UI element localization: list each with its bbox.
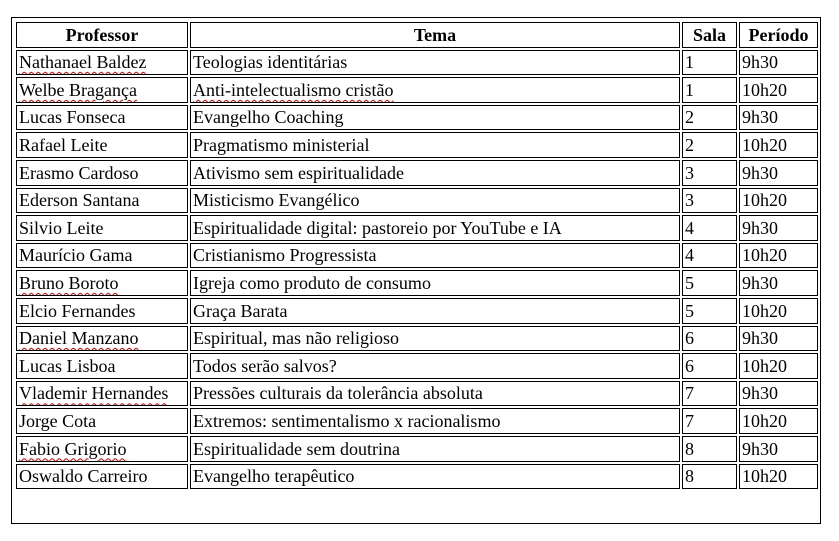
cell-professor-text: Daniel Manzano	[19, 328, 139, 349]
cell-professor[interactable]: Silvio Leite	[16, 215, 188, 241]
table-row	[16, 50, 818, 76]
cell-periodo[interactable]: 9h30	[739, 105, 818, 131]
table-row	[16, 436, 818, 462]
cell-professor[interactable]	[16, 436, 188, 462]
cell-sala[interactable]: 1	[682, 50, 737, 76]
cell-periodo[interactable]: 9h30	[739, 270, 818, 296]
table-row	[16, 381, 818, 407]
header-periodo[interactable]: Período	[739, 22, 818, 48]
cell-tema[interactable]: Evangelho terapêutico	[190, 464, 680, 490]
cell-professor[interactable]	[16, 381, 188, 407]
cell-sala[interactable]: 6	[682, 326, 737, 352]
cell-periodo[interactable]: 10h20	[739, 298, 818, 324]
cell-periodo[interactable]: 10h20	[739, 77, 818, 103]
table-row	[16, 105, 818, 131]
cell-tema-text: Anti-intelectualismo cristão	[193, 79, 394, 100]
cell-tema[interactable]: Igreja como produto de consumo	[190, 270, 680, 296]
cell-tema[interactable]: Espiritualidade digital: pastoreio por YouTube e IA	[190, 215, 680, 241]
cell-sala[interactable]: 4	[682, 243, 737, 269]
cell-professor[interactable]: Maurício Gama	[16, 243, 188, 269]
table-row	[16, 298, 818, 324]
header-row	[16, 22, 818, 48]
cell-professor[interactable]	[16, 326, 188, 352]
table-row	[16, 77, 818, 103]
cell-professor[interactable]: Ederson Santana	[16, 188, 188, 214]
cell-professor[interactable]: Lucas Lisboa	[16, 353, 188, 379]
cell-periodo[interactable]: 9h30	[739, 381, 818, 407]
cell-professor[interactable]: Elcio Fernandes	[16, 298, 188, 324]
cell-periodo[interactable]: 10h20	[739, 464, 818, 490]
cell-sala[interactable]: 7	[682, 408, 737, 434]
cell-tema[interactable]: Todos serão salvos?	[190, 353, 680, 379]
cell-tema[interactable]: Extremos: sentimentalismo x racionalismo	[190, 408, 680, 434]
table-row	[16, 353, 818, 379]
cell-sala[interactable]: 6	[682, 353, 737, 379]
cell-professor[interactable]: Erasmo Cardoso	[16, 160, 188, 186]
cell-professor[interactable]: Rafael Leite	[16, 132, 188, 158]
cell-tema[interactable]: Cristianismo Progressista	[190, 243, 680, 269]
header-professor[interactable]: Professor	[16, 22, 188, 48]
cell-professor[interactable]	[16, 77, 188, 103]
table-row	[16, 215, 818, 241]
cell-periodo[interactable]: 9h30	[739, 215, 818, 241]
cell-periodo[interactable]: 9h30	[739, 160, 818, 186]
cell-periodo[interactable]: 10h20	[739, 408, 818, 434]
table-row	[16, 408, 818, 434]
cell-tema[interactable]: Misticismo Evangélico	[190, 188, 680, 214]
cell-tema[interactable]: Pressões culturais da tolerância absoluta	[190, 381, 680, 407]
cell-professor[interactable]	[16, 270, 188, 296]
cell-sala[interactable]: 2	[682, 132, 737, 158]
cell-tema[interactable]: Graça Barata	[190, 298, 680, 324]
cell-professor[interactable]: Lucas Fonseca	[16, 105, 188, 131]
cell-periodo[interactable]: 10h20	[739, 132, 818, 158]
cell-professor-text: Welbe Bragança	[19, 79, 137, 100]
cell-sala[interactable]: 5	[682, 270, 737, 296]
table-row	[16, 160, 818, 186]
cell-professor[interactable]	[16, 50, 188, 76]
table-row	[16, 464, 818, 490]
cell-professor[interactable]: Jorge Cota	[16, 408, 188, 434]
table-row	[16, 188, 818, 214]
cell-tema[interactable]: Pragmatismo ministerial	[190, 132, 680, 158]
header-sala[interactable]: Sala	[682, 22, 737, 48]
header-tema[interactable]: Tema	[190, 22, 680, 48]
cell-sala[interactable]: 3	[682, 188, 737, 214]
cell-tema[interactable]: Teologias identitárias	[190, 50, 680, 76]
schedule-table	[14, 20, 820, 491]
cell-sala[interactable]: 2	[682, 105, 737, 131]
table-row	[16, 326, 818, 352]
cell-periodo[interactable]: 9h30	[739, 50, 818, 76]
cell-sala[interactable]: 8	[682, 436, 737, 462]
cell-sala[interactable]: 1	[682, 77, 737, 103]
cell-professor-text: Nathanael Baldez	[19, 52, 147, 73]
table-row	[16, 270, 818, 296]
cell-tema[interactable]	[190, 77, 680, 103]
cell-sala[interactable]: 7	[682, 381, 737, 407]
cell-periodo[interactable]: 10h20	[739, 188, 818, 214]
cell-periodo[interactable]: 10h20	[739, 243, 818, 269]
cell-tema[interactable]: Espiritual, mas não religioso	[190, 326, 680, 352]
cell-tema[interactable]: Evangelho Coaching	[190, 105, 680, 131]
cell-tema[interactable]: Espiritualidade sem doutrina	[190, 436, 680, 462]
cell-sala[interactable]: 4	[682, 215, 737, 241]
cell-periodo[interactable]: 10h20	[739, 353, 818, 379]
cell-professor-text: Vlademir Hernandes	[19, 383, 169, 404]
schedule-table-frame	[11, 17, 821, 524]
cell-professor-text: Fabio Grigorio	[19, 438, 127, 459]
table-row	[16, 132, 818, 158]
cell-sala[interactable]: 3	[682, 160, 737, 186]
cell-professor[interactable]: Oswaldo Carreiro	[16, 464, 188, 490]
cell-sala[interactable]: 5	[682, 298, 737, 324]
cell-periodo[interactable]: 9h30	[739, 326, 818, 352]
table-row	[16, 243, 818, 269]
cell-tema[interactable]: Ativismo sem espiritualidade	[190, 160, 680, 186]
cell-professor-text: Bruno Boroto	[19, 272, 119, 293]
cell-sala[interactable]: 8	[682, 464, 737, 490]
cell-periodo[interactable]: 9h30	[739, 436, 818, 462]
